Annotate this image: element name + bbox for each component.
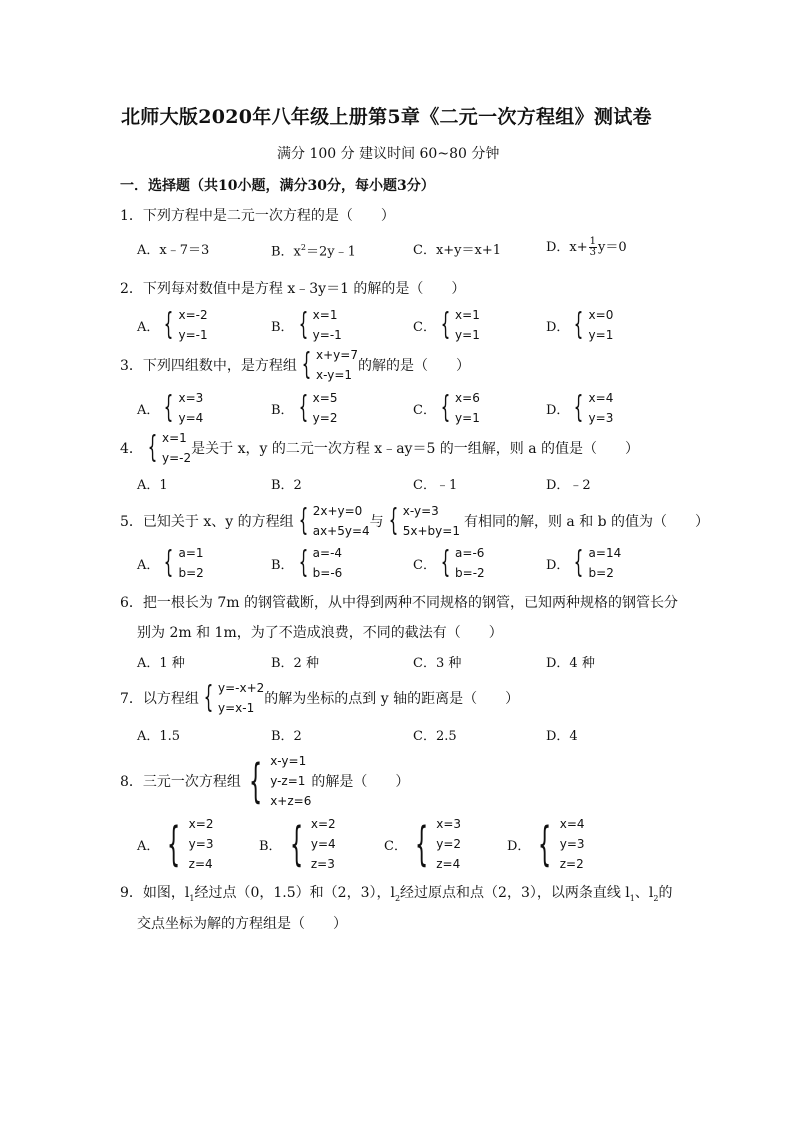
question-5-option-a: [137, 544, 204, 582]
system-rows: [311, 815, 336, 873]
question-9-stem-line-1: [120, 886, 672, 903]
row: y=x-1: [218, 701, 255, 715]
row: x=4: [559, 817, 585, 831]
page-subtitle: 满分 100 分 建议时间 60~80 分钟: [277, 146, 500, 162]
system-rows: [436, 815, 461, 873]
left-brace-icon: {: [164, 307, 174, 342]
left-brace-icon: {: [248, 754, 263, 808]
row: x=2: [188, 817, 214, 831]
system-rows: [455, 389, 480, 427]
row: y=-2: [162, 451, 192, 465]
left-brace-icon: {: [298, 503, 308, 538]
question-6-option-d: D．4 种: [546, 656, 595, 671]
row: b=2: [178, 566, 204, 580]
left-brace-icon: {: [298, 307, 308, 342]
question-8-option-c: [384, 815, 461, 873]
option-label: D．: [546, 402, 570, 418]
row: 2x+y=0: [312, 504, 363, 518]
page-title: 北师大版2020年八年级上册第5章《二元一次方程组》测试卷: [121, 106, 652, 128]
text: 、l: [634, 885, 654, 901]
row: y-z=1: [270, 774, 306, 788]
option-label: D．: [546, 319, 570, 335]
question-1-stem: 1．下列方程中是二元一次方程的是（ ）: [120, 208, 395, 224]
question-5-option-b: [271, 544, 342, 582]
question-8-option-a: [137, 815, 213, 873]
stem-suffix: 有相同的解，则 a 和 b 的值为（ ）: [463, 514, 710, 530]
left-brace-icon: {: [388, 503, 398, 538]
question-3-option-b: [271, 389, 337, 427]
question-5-stem: [120, 502, 709, 540]
subscript: 1: [629, 893, 635, 903]
option-label: A．: [137, 557, 160, 573]
option-d-suffix: y＝0: [598, 240, 627, 255]
question-7-option-c: C．2.5: [413, 729, 457, 744]
option-label: C．: [413, 557, 436, 573]
left-brace-icon: {: [164, 390, 174, 425]
option-label: B．: [271, 319, 294, 335]
system-rows: [589, 306, 614, 344]
option-label: B．: [271, 557, 294, 573]
question-2-option-d: [546, 306, 613, 344]
text: 经过原点和点（2，3），以两条直线 l: [400, 885, 630, 901]
stem-prefix: 5．已知关于 x、y 的方程组: [120, 514, 294, 530]
question-4-option-b: B．2: [271, 478, 302, 493]
system-rows: [313, 544, 343, 582]
left-brace-icon: {: [415, 817, 429, 871]
row: a=14: [588, 546, 622, 560]
question-number: 4．: [120, 441, 143, 457]
system-rows: [403, 502, 460, 540]
question-1-option-c: C．x+y＝x+1: [413, 243, 502, 258]
fraction: [589, 237, 597, 258]
row: x=4: [588, 391, 614, 405]
row: x=3: [178, 391, 204, 405]
subscript: 1: [189, 893, 195, 903]
row: y=3: [188, 837, 214, 851]
left-brace-icon: {: [440, 390, 451, 425]
option-label: A．: [137, 402, 160, 418]
row: x-y=3: [402, 504, 439, 518]
row: y=2: [312, 411, 338, 425]
question-7-option-a: A．1.5: [137, 729, 181, 744]
row: x+z=6: [270, 794, 312, 808]
section-heading: 一．选择题（共10小题，满分30分，每小题3分）: [120, 178, 435, 194]
row: x=1: [312, 308, 338, 322]
question-1-option-a: A．x﹣7＝3: [137, 243, 210, 258]
question-3-option-d: [546, 389, 613, 427]
option-label: C．: [413, 319, 436, 335]
system-rows: [313, 306, 342, 344]
left-brace-icon: {: [440, 545, 451, 580]
text: 的: [658, 885, 673, 901]
row: y=4: [310, 837, 336, 851]
question-3-stem: [120, 346, 470, 384]
question-1-option-d: [546, 237, 627, 258]
option-label: A．: [137, 838, 160, 854]
system-rows: [162, 429, 191, 467]
question-9-stem-line-2: 交点坐标为解的方程组是（ ）: [137, 916, 347, 932]
system-rows: [313, 389, 338, 427]
row: z=3: [310, 857, 335, 871]
question-4-option-c: C．﹣1: [413, 478, 458, 493]
row: a=1: [178, 546, 204, 560]
left-brace-icon: {: [440, 307, 451, 342]
row: b=-2: [455, 566, 485, 580]
left-brace-icon: {: [298, 545, 308, 580]
row: x=1: [162, 431, 187, 445]
stem-suffix: 的解是（ ）: [311, 774, 410, 790]
row: y=-x+2: [218, 681, 265, 695]
stem-middle: 与: [369, 514, 384, 530]
row: y=-1: [312, 328, 342, 342]
stem-suffix: 的解的是（ ）: [357, 358, 470, 374]
row: a=-6: [455, 546, 485, 560]
row: x-y=1: [270, 754, 307, 768]
subscript: 2: [394, 893, 401, 903]
question-8-stem: [120, 752, 409, 810]
row: z=4: [188, 857, 213, 871]
system-rows: [313, 502, 370, 540]
row: x=5: [312, 391, 338, 405]
question-7-option-d: D．4: [546, 729, 578, 744]
option-label: B．: [271, 402, 294, 418]
left-brace-icon: {: [203, 680, 214, 715]
left-brace-icon: {: [147, 430, 158, 465]
system-rows: [589, 389, 614, 427]
question-3-option-a: [137, 389, 203, 427]
question-5-option-c: [413, 544, 485, 582]
system-rows: [178, 544, 203, 582]
question-7-option-b: B．2: [271, 729, 302, 744]
option-label: B．: [259, 838, 282, 854]
question-2-stem: 2．下列每对数值中是方程 x﹣3y＝1 的解的是（ ）: [120, 281, 466, 297]
left-brace-icon: {: [289, 817, 303, 871]
question-3-option-c: [413, 389, 480, 427]
system-rows: [455, 306, 480, 344]
left-brace-icon: {: [301, 347, 312, 382]
row: y=-1: [178, 328, 208, 342]
option-b-base: B．x: [271, 244, 301, 260]
system-rows: [178, 389, 203, 427]
left-brace-icon: {: [538, 817, 552, 871]
subscript: 2: [653, 893, 659, 903]
stem-prefix: 7．以方程组: [120, 691, 199, 707]
row: x+y=7: [316, 348, 358, 362]
row: b=-6: [312, 566, 343, 580]
question-8-option-b: [259, 815, 336, 873]
question-4-option-d: D．﹣2: [546, 478, 591, 493]
stem-suffix: 是关于 x，y 的二元一次方程 x﹣ay＝5 的一组解，则 a 的值是（ ）: [191, 441, 640, 457]
row: y=1: [455, 328, 480, 342]
row: x-y=1: [316, 368, 353, 382]
question-4-option-a: A．1: [137, 478, 168, 493]
row: ax+5y=4: [312, 524, 370, 538]
system-rows: [270, 752, 311, 810]
question-7-stem: [120, 679, 519, 717]
option-label: D．: [546, 557, 570, 573]
fraction-denominator: 3: [589, 247, 597, 258]
system-rows: [455, 544, 485, 582]
row: y=3: [559, 837, 585, 851]
row: a=-4: [312, 546, 343, 560]
option-b-exponent: 2: [300, 243, 306, 252]
option-label: C．: [413, 402, 436, 418]
row: b=2: [588, 566, 614, 580]
question-4-stem: [120, 429, 639, 467]
row: 5x+by=1: [402, 524, 460, 538]
left-brace-icon: {: [574, 390, 584, 425]
row: x=2: [310, 817, 336, 831]
text: 9．如图，l: [120, 885, 190, 901]
question-2-option-b: [271, 306, 342, 344]
option-b-rest: ＝2y﹣1: [305, 244, 356, 260]
row: x=0: [588, 308, 614, 322]
system-rows: [316, 346, 358, 384]
stem-prefix: 3．下列四组数中，是方程组: [120, 358, 297, 374]
row: y=3: [588, 411, 614, 425]
row: y=1: [588, 328, 614, 342]
system-rows: [178, 306, 207, 344]
row: x=6: [455, 391, 480, 405]
row: z=2: [559, 857, 584, 871]
system-rows: [218, 679, 264, 717]
left-brace-icon: {: [574, 545, 584, 580]
row: x=3: [436, 817, 462, 831]
stem-prefix: 8．三元一次方程组: [120, 774, 241, 790]
fraction-numerator: 1: [589, 236, 597, 247]
question-2-option-c: [413, 306, 480, 344]
option-label: D．: [507, 838, 531, 854]
text: 经过点（0，1.5）和（2，3），l: [194, 885, 395, 901]
option-label: C．: [384, 838, 407, 854]
question-6-stem-line-1: 6．把一根长为 7m 的钢管截断，从中得到两种不同规格的钢管，已知两种规格的钢管长分: [120, 595, 678, 611]
question-6-option-b: B．2 种: [271, 656, 319, 671]
row: y=1: [455, 411, 480, 425]
question-5-option-d: [546, 544, 621, 582]
row: z=4: [436, 857, 461, 871]
question-8-option-d: [507, 815, 585, 873]
row: x=-2: [178, 308, 208, 322]
left-brace-icon: {: [164, 545, 174, 580]
row: x=1: [455, 308, 480, 322]
left-brace-icon: {: [574, 307, 584, 342]
question-6-option-c: C．3 种: [413, 656, 462, 671]
question-6-stem-line-2: 别为 2m 和 1m，为了不造成浪费，不同的截法有（ ）: [137, 625, 503, 641]
question-6-option-a: A．1 种: [137, 656, 185, 671]
left-brace-icon: {: [167, 817, 181, 871]
question-2-option-a: [137, 306, 208, 344]
left-brace-icon: {: [298, 390, 308, 425]
system-rows: [189, 815, 214, 873]
row: y=2: [436, 837, 462, 851]
system-rows: [589, 544, 622, 582]
stem-suffix: 的解为坐标的点到 y 轴的距离是（ ）: [264, 691, 520, 707]
option-label: A．: [137, 319, 160, 335]
question-1-option-b: [271, 244, 356, 258]
system-rows: [560, 815, 585, 873]
row: y=4: [178, 411, 204, 425]
option-d-prefix: D．x+: [546, 240, 588, 255]
